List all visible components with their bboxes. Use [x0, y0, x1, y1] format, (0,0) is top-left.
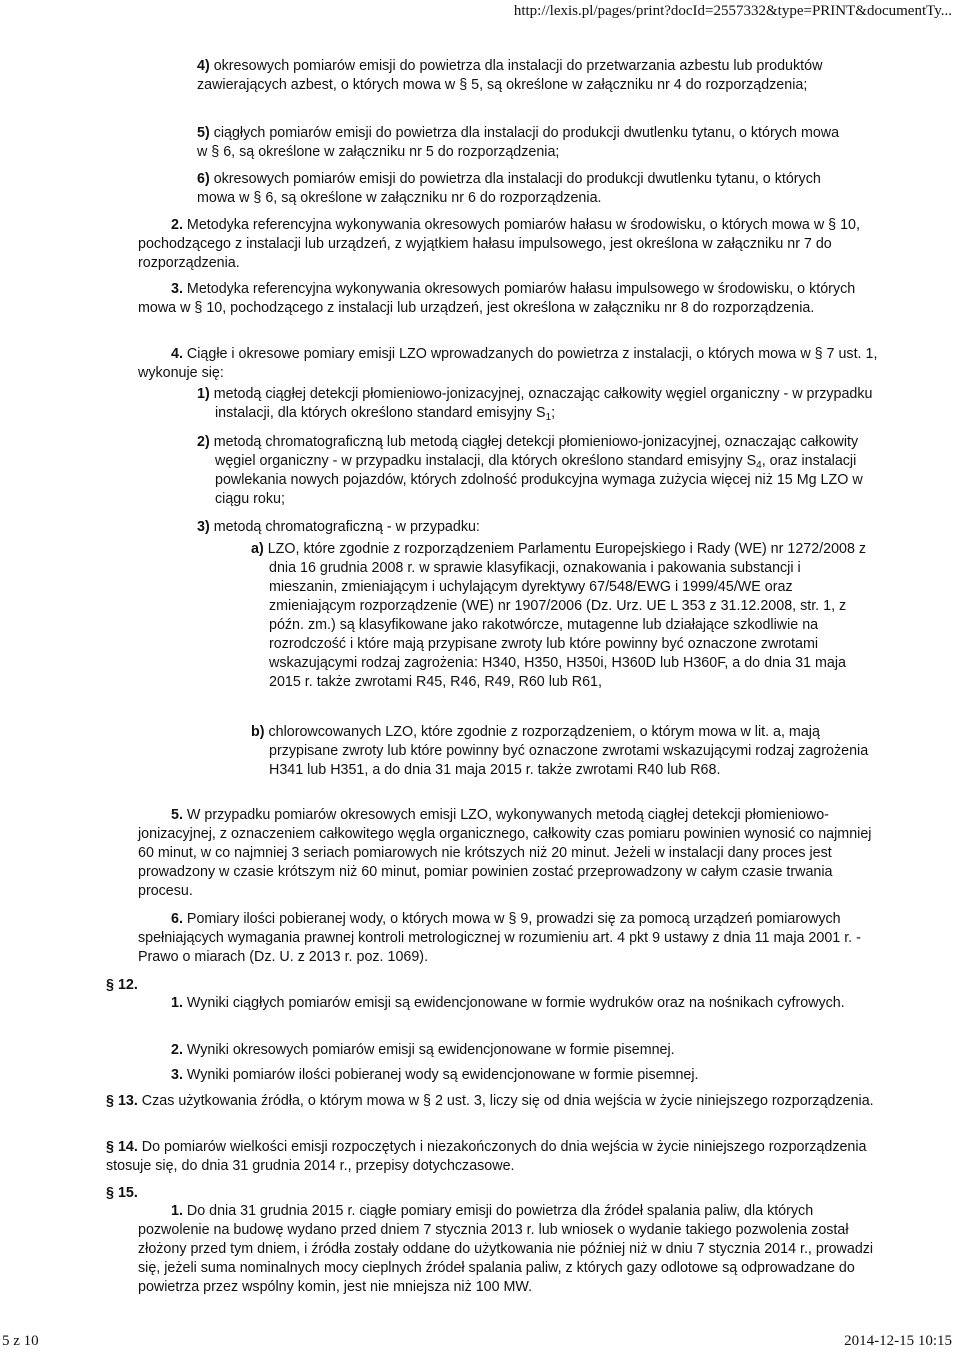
ustep-2 — [138, 216, 883, 273]
ustep-number: 3. — [171, 1067, 183, 1083]
letter-a — [251, 540, 869, 692]
paragraph-number: 14. — [117, 1139, 138, 1155]
ustep-5 — [138, 806, 883, 901]
paragraph-14 — [106, 1138, 896, 1176]
paragraph-12-ustep-1 — [138, 994, 883, 1013]
point-text-tail: , oraz instalacji powlekania nowych pojazdów, których zdolność produkcyjna wymaga zużycia więcej niż 15 Mg LZO w ciągu roku; — [215, 453, 863, 507]
item-text: ciągłych pomiarów emisji do powietrza dla instalacji do produkcji dwutlenku tytanu, o których mowa w § 6, są określone w załączniku nr 5 do rozporządzenia; — [197, 125, 840, 160]
point-text: metodą chromatograficzną lub metodą ciągłej detekcji płomieniowo-jonizacyjnej, oznaczając całkowity węgiel organiczny - w przypadku instalacji, dla których określono standard emisyjny S — [209, 434, 859, 469]
ustep-number: 6. — [171, 911, 183, 927]
paragraph-text: Do pomiarów wielkości emisji rozpoczętych i niezakończonych do dnia wejścia w życie niniejszego rozporządzenia stosuje się, do dnia 31 grudnia 2014 r., przepisy dotychczasowe. — [106, 1139, 867, 1174]
paragraph-15-heading — [106, 1184, 138, 1203]
paragraph-12-ustep-2 — [138, 1041, 883, 1060]
item-6 — [197, 170, 847, 208]
letter-text: chlorowcowanych LZO, które zgodnie z rozporządzeniem, o którym mowa w lit. a, mają przypisane zwroty lub które powinny być oznaczone zwrotami wskazującymi rodzaj zagrożenia H341 lub H351, a do dnia 31 maja 2015 r. także zwrotami R40 lub R68. — [264, 724, 869, 778]
print-url: http://lexis.pl/pages/print?docId=2557332&type=PRINT&documentTy... — [513, 3, 952, 19]
item-number: 5) — [197, 125, 210, 141]
paragraph-12-ustep-3 — [138, 1066, 883, 1085]
subscript: 1 — [545, 412, 552, 423]
letter-number: a) — [251, 541, 264, 557]
paragraph-15-ustep-1 — [138, 1202, 886, 1297]
subscript: 4 — [756, 460, 762, 471]
ustep-text: Wyniki pomiarów ilości pobieranej wody są ewidencjonowane w formie pisemnej. — [182, 1067, 699, 1083]
paragraph-12-heading — [106, 976, 138, 995]
page-counter: 5 z 10 — [2, 1333, 39, 1349]
ustep-text: Do dnia 31 grudnia 2015 r. ciągłe pomiary emisji do powietrza dla źródeł spalania paliw, dla których pozwolenie na budowę wydano przed dniem 7 stycznia 2013 r. lub wniosek o wydanie takiego pozwolenia został złożony przed tym dniem, i źródła zostały oddane do użytkowania nie później niż w dniu 7 stycznia 2014 r., prowadzi się, jeżeli suma nominalnych mocy cieplnych źródeł spalania paliw, z których gazy odlotowe są odprowadzane do powietrza przez wspólny komin, jest nie mniejsza niż 100 MW. — [138, 1203, 874, 1295]
point-text: metodą chromatograficzną - w przypadku: — [209, 519, 480, 535]
ustep-text: W przypadku pomiarów okresowych emisji LZO, wykonywanych metodą ciągłej detekcji płomieniowo-jonizacyjnej, z oznaczeniem całkowitego węgla organicznego, całkowity czas pomiaru powinien wynosić co najmniej 60 minut, w co najmniej 3 seriach pomiarowych nie krótszych niż 20 minut. Jeżeli w instalacji dany proces jest prowadzony w czasie krótszym niż 60 minut, pomiar powinien zostać przeprowadzony w całym czasie trwania procesu. — [138, 807, 872, 899]
ustep-text: Metodyka referencyjna wykonywania okresowych pomiarów hałasu w środowisku, o których mowa w § 10, pochodzącego z instalacji lub urządzeń, z wyjątkiem hałasu impulsowego, jest określona w załączniku nr 7 do rozporządzenia. — [138, 217, 860, 271]
item-number: 4) — [197, 58, 210, 74]
section-sign: § — [106, 1139, 114, 1155]
letter-text: LZO, które zgodnie z rozporządzeniem Parlamentu Europejskiego i Rady (WE) nr 1272/2008 z dnia 16 grudnia 2008 r. w sprawie klasyfikacji, oznakowania i pakowania substancji i mieszanin, zmieniającym i uchylającym dyrektywy 67/548/EWG i 1999/45/WE oraz zmieniającym rozporządzenie (WE) nr 1907/2006 (Dz. Urz. UE L 353 z 31.12.2008, str. 1, z późn. zm.) są klasyfikowane jako rakotwórcze, mutagenne lub działające szkodliwie na rozrodczość i które mają przypisane zwroty lub które powinny być oznaczone zwrotami wskazującymi rodzaj zagrożenia: H340, H350, H350i, H360D lub H360F, a do dnia 31 maja 2015 r. także zwrotami R45, R46, R49, R60 lub R61, — [263, 541, 867, 690]
item-text: okresowych pomiarów emisji do powietrza dla instalacji do przetwarzania azbestu lub produktów zawierających azbest, o których mowa w § 5, są określone w załączniku nr 4 do rozporządzenia; — [197, 58, 823, 93]
print-footer — [2, 1333, 952, 1351]
ustep-number: 2. — [171, 1042, 183, 1058]
ustep-4 — [138, 345, 883, 383]
ustep-text: Metodyka referencyjna wykonywania okresowych pomiarów hałasu impulsowego w środowisku, o których mowa w § 10, pochodzącego z instalacji lub urządzeń, jest określona w załączniku nr 8 do rozporządzenia. — [138, 281, 856, 316]
ustep-text: Pomiary ilości pobieranej wody, o których mowa w § 9, prowadzi się za pomocą urządzeń pomiarowych spełniających wymagania prawnej kontroli metrologicznej w rozumieniu art. 4 pkt 9 ustawy z dnia 11 maja 2001 r. - Prawo o miarach (Dz. U. z 2013 r. poz. 1069). — [138, 911, 861, 965]
ustep-number: 5. — [171, 807, 183, 823]
item-4 — [197, 57, 847, 95]
paragraph-number: 15. — [117, 1185, 138, 1201]
point-text-tail: ; — [551, 405, 556, 421]
point-1 — [197, 385, 880, 423]
section-sign: § — [106, 1185, 114, 1201]
point-number: 3) — [197, 519, 210, 535]
ustep-number: 3. — [171, 281, 183, 297]
section-sign: § — [106, 977, 114, 993]
item-text: okresowych pomiarów emisji do powietrza dla instalacji do produkcji dwutlenku tytanu, o których mowa w § 6, są określone w załączniku nr 6 do rozporządzenia. — [197, 171, 821, 206]
ustep-number: 1. — [171, 995, 183, 1011]
item-number: 6) — [197, 171, 210, 187]
paragraph-number: 13. — [117, 1093, 138, 1109]
ustep-3 — [138, 280, 883, 318]
section-sign: § — [106, 1093, 114, 1109]
ustep-number: 4. — [171, 346, 183, 362]
item-5 — [197, 124, 847, 162]
letter-number: b) — [251, 724, 265, 740]
ustep-number: 1. — [171, 1203, 183, 1219]
paragraph-number: 12. — [117, 977, 138, 993]
ustep-text: Wyniki okresowych pomiarów emisji są ewidencjonowane w formie pisemnej. — [182, 1042, 675, 1058]
point-text: metodą ciągłej detekcji płomieniowo-jonizacyjnej, oznaczając całkowity węgiel organiczny - w przypadku instalacji, dla których określono standard emisyjny S — [209, 386, 873, 421]
print-datetime: 2014-12-15 10:15 — [844, 1333, 952, 1349]
point-2 — [197, 433, 880, 509]
ustep-text: Wyniki ciągłych pomiarów emisji są ewidencjonowane w formie wydruków oraz na nośnikach cyfrowych. — [182, 995, 845, 1011]
paragraph-13 — [106, 1092, 896, 1111]
point-3 — [197, 518, 880, 537]
point-number: 1) — [197, 386, 210, 402]
paragraph-text: Czas użytkowania źródła, o którym mowa w § 2 ust. 3, liczy się od dnia wejścia w życie niniejszego rozporządzenia. — [137, 1093, 874, 1109]
ustep-6 — [138, 910, 883, 967]
ustep-text: Ciągłe i okresowe pomiary emisji LZO wprowadzanych do powietrza z instalacji, o których mowa w § 7 ust. 1, wykonuje się: — [138, 346, 878, 381]
point-number: 2) — [197, 434, 210, 450]
ustep-number: 2. — [171, 217, 183, 233]
letter-b — [251, 723, 869, 780]
